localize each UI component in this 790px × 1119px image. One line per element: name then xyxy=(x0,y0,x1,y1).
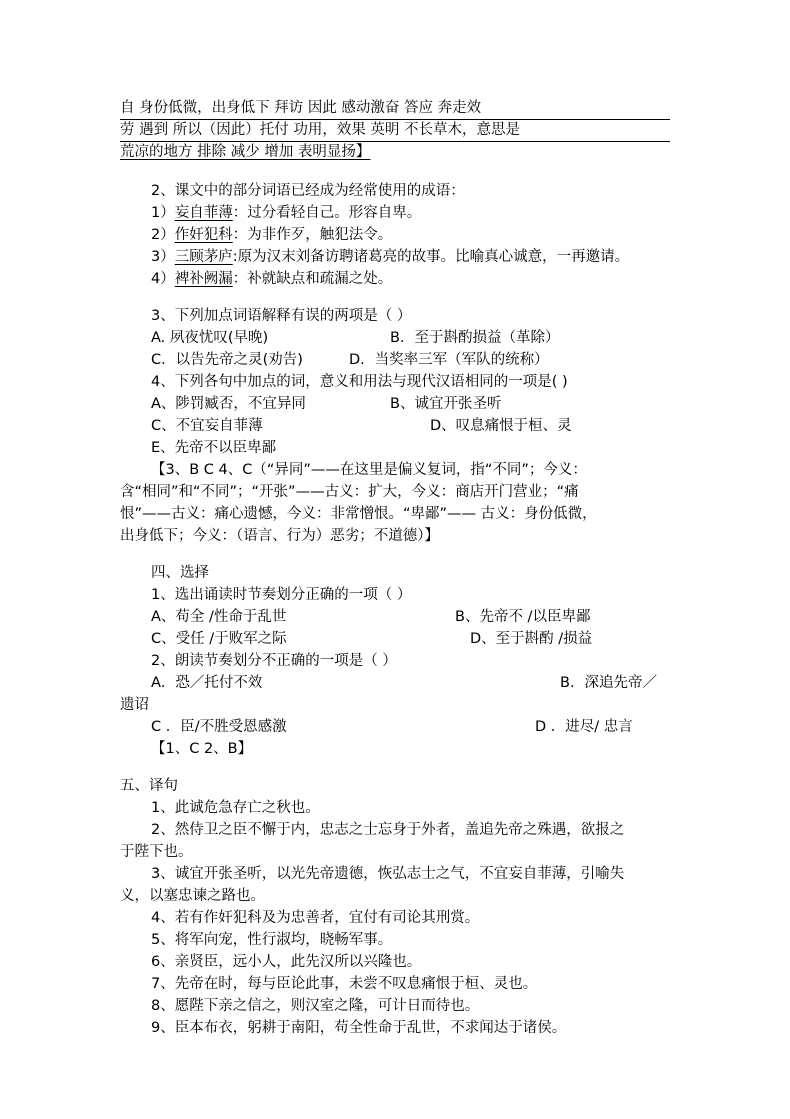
translation-item-cont: 义，以塞忠谏之路也。 xyxy=(120,888,265,904)
q3-option-a: A. 夙夜忧叹(早晚) xyxy=(151,330,269,346)
idiom-def: ：为非作歹，触犯法令。 xyxy=(232,227,393,243)
translation-item: 9、臣本布衣，躬耕于南阳，苟全性命于乱世，不求闻达于诸侯。 xyxy=(151,1020,567,1036)
q4-option-a: A、陟罚臧否，不宜异同 xyxy=(151,396,306,412)
idiom-def: ：过分看轻自己。形容自卑。 xyxy=(232,205,422,221)
idiom-num: 1） xyxy=(151,205,175,221)
translation-item: 1、此诚危急存亡之秋也。 xyxy=(151,800,320,816)
translation-item: 6、亲贤臣，远小人，此先汉所以兴隆也。 xyxy=(151,954,422,970)
section5-heading: 五、译句 xyxy=(120,778,178,794)
s4-q1-option-a: A、苟全 /性命于乱世 xyxy=(151,609,287,625)
q4-option-e: E、先帝不以臣卑鄙 xyxy=(151,440,277,456)
answer-line-3: 荒凉的地方 排除 减少 增加 表明显扬】 xyxy=(120,144,371,160)
idiom-item xyxy=(151,224,392,246)
translation-item: 7、先帝在时，每与臣论此事，未尝不叹息痛恨于桓、灵也。 xyxy=(151,976,538,992)
translation-item: 2、然侍卫之臣不懈于内，忠志之士忘身于外者，盖追先帝之殊遇，欲报之 xyxy=(151,822,625,838)
q4-option-b: B、诚宜开张圣听 xyxy=(390,396,502,412)
translation-item: 3、诚宜开张圣听，以光先帝遗德，恢弘志士之气，不宜妄自菲薄，引喻失 xyxy=(151,866,625,882)
idiom-item xyxy=(151,202,421,224)
s4-q2-option-d: D ．进尽/ 忠言 xyxy=(535,719,633,735)
s4-q1-stem: 1、选出诵读时节奏划分正确的一项（ ） xyxy=(151,587,412,603)
s4-q1-option-d: D、至于斟酌 /损益 xyxy=(470,631,593,647)
idiom-term: 妄自菲薄 xyxy=(174,205,233,221)
q4-option-c: C、不宜妄自菲薄 xyxy=(151,418,263,434)
answer-line-2: 劳 遇到 所以（因此）托付 功用，效果 英明 不长草木，意思是 xyxy=(120,119,670,142)
idioms-heading: 2、课文中的部分词语已经成为经常使用的成语： xyxy=(151,183,465,199)
idiom-term: 三顾茅庐 xyxy=(174,249,233,265)
answer-line-1: 自 身份低微，出身低下 拜访 因此 感动激奋 答应 奔走效 xyxy=(120,97,670,120)
s4-q2-option-b: B．深追先帝／ xyxy=(560,675,657,691)
idiom-num: 2） xyxy=(151,227,175,243)
translation-item-cont: 于陛下也。 xyxy=(120,844,193,860)
q4-stem: 4、下列各句中加点的词，意义和用法与现代汉语相同的一项是( ) xyxy=(151,374,568,390)
answer34-line-2: 含“相同”和“不同”；“开张”——古义：扩大，今义：商店开门营业；“痛 xyxy=(120,484,579,500)
s4-q2-stem: 2、朗读节奏划分不正确的一项是（ ） xyxy=(151,653,397,669)
translation-item: 4、若有作奸犯科及为忠善者，宜付有司论其刑赏。 xyxy=(151,910,480,926)
section4-heading: 四、选择 xyxy=(151,565,209,581)
s4-q1-option-b: B、先帝不 /以臣卑鄙 xyxy=(455,609,591,625)
idiom-term: 作奸犯科 xyxy=(174,227,233,243)
q3-option-d: D．当奖率三军（军队的统称） xyxy=(349,352,549,368)
answer34-line-4: 出身低下；今义：（语言、行为）恶劣；不道德）】 xyxy=(120,528,439,544)
s4-answer: 【1、C 2、B】 xyxy=(151,741,253,757)
q3-stem: 3、下列加点词语解释有误的两项是（ ） xyxy=(151,308,412,324)
idiom-item xyxy=(151,268,392,290)
answer34-line-1: 【3、B C 4、C（“异同”——在这里是偏义复词，指“不同”；今义： xyxy=(151,462,587,478)
idiom-item xyxy=(151,246,629,268)
answer34-line-3: 恨”——古义：痛心遗憾，今义：非常憎恨。“卑鄙”—— 古义：身份低微， xyxy=(120,506,597,522)
s4-q1-option-c: C、受任 /于败军之际 xyxy=(151,631,287,647)
idiom-term: 裨补阙漏 xyxy=(174,271,233,287)
idiom-def: :原为汉末刘备访聘诸葛亮的故事。比喻真心诚意，一再邀请。 xyxy=(232,249,630,265)
s4-q2-option-b-cont: 遗诏 xyxy=(120,697,149,713)
idiom-num: 4） xyxy=(151,271,175,287)
q3-option-c: C．以告先帝之灵(劝告) xyxy=(151,352,303,368)
s4-q2-option-c: C ．臣/不胜受恩感激 xyxy=(151,719,287,735)
translation-item: 8、愿陛下亲之信之，则汉室之隆，可计日而待也。 xyxy=(151,998,480,1014)
idiom-num: 3） xyxy=(151,249,175,265)
s4-q2-option-a: A．恐／托付不效 xyxy=(151,675,263,691)
q4-option-d: D、叹息痛恨于桓、灵 xyxy=(430,418,572,434)
idiom-def: ：补就缺点和疏漏之处。 xyxy=(232,271,393,287)
translation-item: 5、将军向宠，性行淑均，晓畅军事。 xyxy=(151,932,393,948)
q3-option-b: B．至于斟酌损益（革除） xyxy=(390,330,560,346)
